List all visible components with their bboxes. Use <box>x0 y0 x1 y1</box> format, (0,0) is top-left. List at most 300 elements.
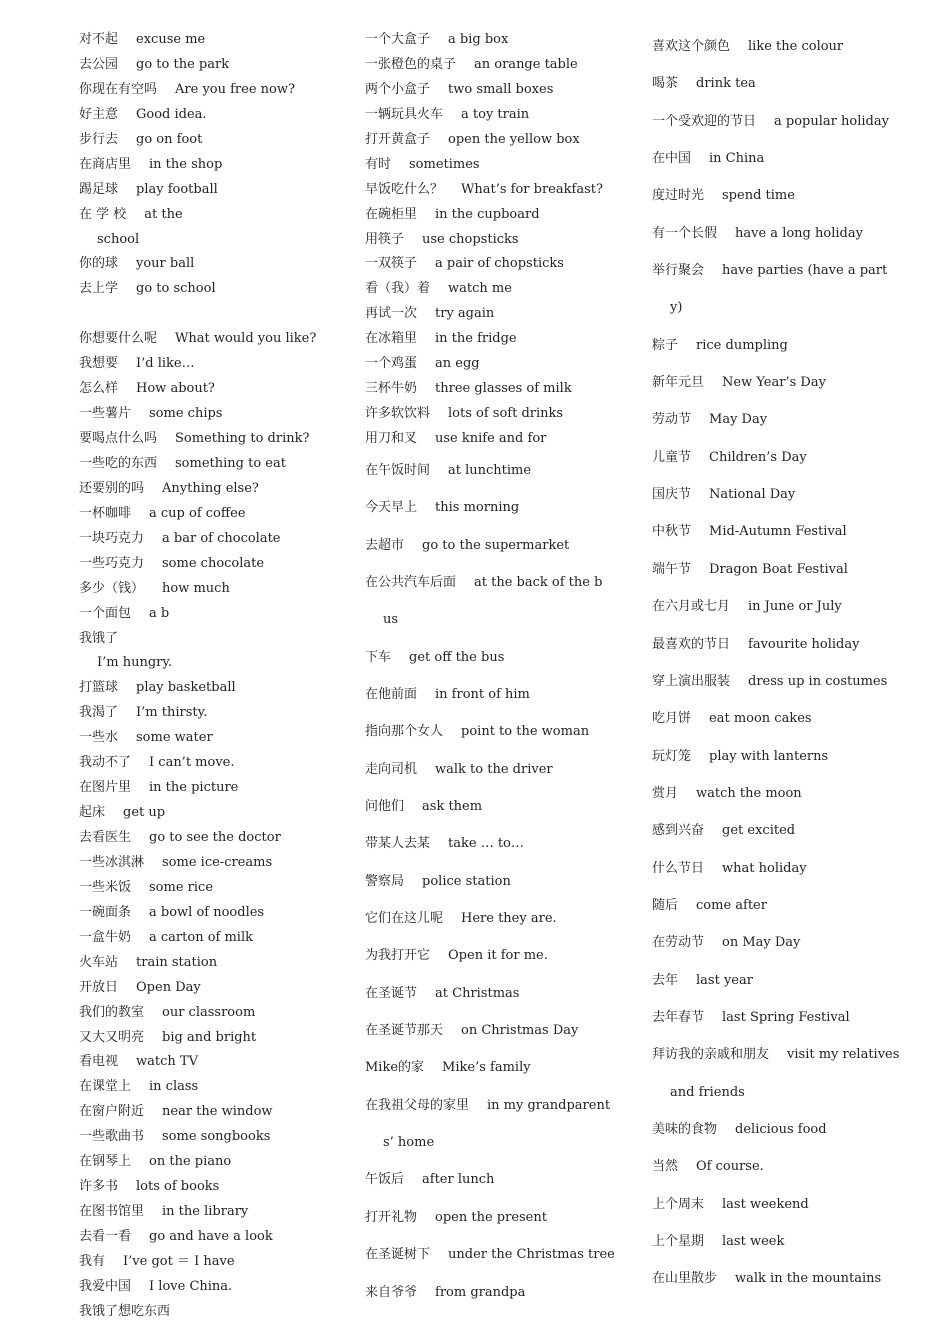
chinese-term: 一辆玩具火车 <box>365 106 444 122</box>
vocab-entry <box>79 1150 344 1175</box>
chinese-term: 用刀和叉 <box>365 431 418 446</box>
vocab-entry <box>79 28 344 53</box>
chinese-term: 一些巧克力 <box>79 555 145 571</box>
chinese-term: 看电视 <box>79 1054 119 1070</box>
vocab-entry <box>365 427 630 452</box>
chinese-term: 美味的食物 <box>652 1121 718 1137</box>
english-term: in the library <box>162 1204 249 1220</box>
vocab-entry <box>79 1200 344 1225</box>
english-term: after lunch <box>422 1172 495 1188</box>
chinese-term: 问他们 <box>365 799 405 815</box>
english-term: your ball <box>136 256 195 272</box>
english-term: our classroom <box>162 1004 256 1020</box>
chinese-term: 新年元旦 <box>652 375 705 391</box>
vocab-entry <box>365 676 630 713</box>
english-term: some water <box>136 730 213 746</box>
chinese-term: 度过时光 <box>652 188 705 204</box>
chinese-term: 在圣诞树下 <box>365 1247 431 1263</box>
vocab-entry <box>652 1148 922 1185</box>
vocab-entry <box>79 203 344 228</box>
vocab-entry <box>365 713 630 750</box>
vocab-entry <box>79 277 344 302</box>
chinese-term: 一些米饭 <box>79 879 132 895</box>
chinese-term: 一双筷子 <box>365 256 418 272</box>
vocab-entry <box>652 1036 922 1073</box>
english-term: eat moon cakes <box>709 711 812 727</box>
english-term: Here they are. <box>461 911 557 927</box>
english-term: last Spring Festival <box>722 1009 850 1025</box>
vocab-entry <box>79 826 344 851</box>
chinese-term: 怎么样 <box>79 381 119 397</box>
vocab-entry <box>652 1186 922 1223</box>
english-term: in the picture <box>149 780 239 796</box>
english-term: y) <box>670 300 683 316</box>
english-term: walk in the mountains <box>735 1271 882 1287</box>
english-term: near the window <box>162 1104 273 1120</box>
vocab-entry <box>79 651 344 676</box>
vocab-entry <box>652 924 922 961</box>
chinese-term: 在冰箱里 <box>365 331 418 347</box>
chinese-term: 去上学 <box>79 281 119 297</box>
vocab-entry <box>365 128 630 153</box>
vocab-entry <box>79 302 344 327</box>
english-term: go and have a look <box>149 1229 273 1244</box>
vocab-entry <box>79 701 344 726</box>
english-term: at lunchtime <box>448 462 532 478</box>
vocab-entry <box>365 228 630 253</box>
vocab-entry <box>365 1199 630 1236</box>
english-term: a popular holiday <box>774 113 889 129</box>
chinese-term: 指向那个女人 <box>365 724 444 740</box>
chinese-term: 好主意 <box>79 106 119 122</box>
english-term: go to see the doctor <box>149 830 281 845</box>
chinese-term: 在商店里 <box>79 156 132 172</box>
vocab-entry <box>652 812 922 849</box>
chinese-term: 上个星期 <box>652 1234 705 1249</box>
vocab-entry <box>652 999 922 1036</box>
vocab-entry <box>79 527 344 552</box>
vocab-entry <box>79 1300 344 1325</box>
vocab-entry <box>79 851 344 876</box>
english-term: I’d like… <box>136 356 195 372</box>
vocab-entry <box>79 726 344 751</box>
vocab-entry <box>652 215 922 252</box>
vocab-entry <box>365 863 630 900</box>
chinese-term: 用筷子 <box>365 231 405 247</box>
vocab-entry <box>365 402 630 427</box>
chinese-term: 我想要 <box>79 356 119 372</box>
vocab-entry <box>79 1026 344 1051</box>
chinese-term: 在 学 校 <box>79 206 127 222</box>
vocab-entry <box>79 901 344 926</box>
english-term: Children’s Day <box>709 449 807 465</box>
chinese-term: 打篮球 <box>79 680 119 696</box>
vocab-entry <box>365 327 630 352</box>
chinese-term: 一些冰淇淋 <box>79 854 145 870</box>
chinese-term: 去公园 <box>79 56 119 72</box>
chinese-term: 你现在有空吗 <box>79 81 158 97</box>
chinese-term: 在我祖父母的家里 <box>365 1097 470 1113</box>
chinese-term: 三杯牛奶 <box>365 381 418 397</box>
english-term: get off the bus <box>409 649 505 665</box>
chinese-term: 劳动节 <box>652 412 692 428</box>
chinese-term: 我动不了 <box>79 755 132 771</box>
vocab-entry <box>652 1074 922 1111</box>
english-term: something to eat <box>175 455 286 471</box>
vocab-entry <box>365 1274 630 1311</box>
vocab-entry <box>652 775 922 812</box>
vocab-entry <box>365 601 630 638</box>
english-term: a bowl of noodles <box>149 904 265 920</box>
vocab-entry <box>79 103 344 128</box>
vocab-entry <box>652 1111 922 1148</box>
english-term: delicious food <box>735 1121 827 1137</box>
chinese-term: 对不起 <box>79 32 119 47</box>
chinese-term: 粽子 <box>652 337 679 353</box>
english-term: this morning <box>435 500 520 516</box>
english-term: Open Day <box>136 979 201 995</box>
english-term: on Christmas Day <box>461 1023 579 1039</box>
vocab-entry <box>652 513 922 550</box>
chinese-term: 我们的教室 <box>79 1004 145 1020</box>
vocab-entry <box>365 1012 630 1049</box>
english-term: a big box <box>448 32 509 47</box>
vocab-entry <box>652 887 922 924</box>
chinese-term: 要喝点什么吗 <box>79 431 158 446</box>
english-term: walk to the driver <box>435 761 553 777</box>
english-term: in June or July <box>748 599 842 615</box>
vocab-entry <box>652 289 922 326</box>
vocab-entry <box>652 551 922 588</box>
chinese-term: 我有 <box>79 1253 106 1269</box>
chinese-term: 玩灯笼 <box>652 748 692 764</box>
vocab-entry <box>365 639 630 676</box>
vocab-entry <box>365 203 630 228</box>
vocab-entry <box>365 252 630 277</box>
vocab-entry <box>652 663 922 700</box>
english-term: have a long holiday <box>735 225 863 241</box>
english-term: at Christmas <box>435 985 520 1001</box>
chinese-term: 两个小盒子 <box>365 81 431 97</box>
vocab-entry <box>79 477 344 502</box>
english-term: how much <box>162 580 230 596</box>
vocab-entry <box>365 975 630 1012</box>
chinese-term: 早饭吃什么？ <box>365 181 444 197</box>
chinese-term: 当然 <box>652 1159 679 1175</box>
vocab-entry <box>365 28 630 53</box>
english-term: Something to drink? <box>175 431 310 446</box>
english-term: excuse me <box>136 32 206 47</box>
chinese-term: 再试一次 <box>365 306 418 322</box>
vocab-entry <box>365 900 630 937</box>
english-term: what holiday <box>722 860 807 876</box>
vocab-entry <box>652 252 922 289</box>
english-term: Dragon Boat Festival <box>709 561 848 577</box>
vocab-entry <box>79 1125 344 1150</box>
english-term: Mike’s family <box>442 1060 531 1076</box>
chinese-term: 踢足球 <box>79 181 119 197</box>
vocab-entry <box>652 1223 922 1260</box>
english-term: Open it for me. <box>448 948 548 964</box>
english-term: some chocolate <box>162 555 265 571</box>
vocab-entry <box>365 53 630 78</box>
vocab-entry <box>365 825 630 862</box>
vocab-column-2 <box>365 28 630 1311</box>
chinese-term: 打开黄盒子 <box>365 131 431 147</box>
vocab-entry <box>79 153 344 178</box>
chinese-term: 一张橙色的桌子 <box>365 56 457 72</box>
chinese-term: 起床 <box>79 805 106 821</box>
vocab-entry <box>652 626 922 663</box>
vocab-entry <box>652 364 922 401</box>
english-term: Are you free now? <box>175 81 295 97</box>
vocab-column-1 <box>79 28 344 1325</box>
chinese-term: 午饭后 <box>365 1172 405 1188</box>
vocab-entry <box>79 452 344 477</box>
english-term: two small boxes <box>448 81 554 97</box>
chinese-term: 喝茶 <box>652 76 679 92</box>
english-term: favourite holiday <box>748 636 860 652</box>
chinese-term: 一些水 <box>79 730 119 746</box>
english-term: I’m hungry. <box>97 655 173 671</box>
chinese-term: 在六月或七月 <box>652 599 731 615</box>
vocab-entry <box>79 1100 344 1125</box>
english-term: s’ home <box>383 1135 435 1151</box>
vocab-entry <box>652 962 922 999</box>
chinese-term: 在劳动节 <box>652 935 705 951</box>
chinese-term: 开放日 <box>79 979 119 995</box>
chinese-term: 上个周末 <box>652 1196 705 1212</box>
english-term: some songbooks <box>162 1129 271 1145</box>
vocab-entry <box>365 78 630 103</box>
chinese-term: 在图书馆里 <box>79 1204 145 1220</box>
chinese-term: 在中国 <box>652 151 692 167</box>
english-term: in my grandparent <box>487 1097 611 1113</box>
english-term: police station <box>422 873 511 889</box>
chinese-term: 吃月饼 <box>652 711 692 727</box>
vocab-entry <box>365 1049 630 1086</box>
chinese-term: 还要别的吗 <box>79 480 145 496</box>
english-term: in class <box>149 1079 199 1095</box>
vocab-entry <box>365 302 630 327</box>
chinese-term: 警察局 <box>365 873 405 889</box>
english-term: I’ve got ＝ I have <box>123 1253 235 1269</box>
english-term: use chopsticks <box>422 231 519 247</box>
chinese-term: 去超市 <box>365 537 405 553</box>
chinese-term: 在山里散步 <box>652 1271 718 1287</box>
english-term: come after <box>696 897 767 913</box>
english-term: take … to… <box>448 836 524 852</box>
chinese-term: 在碗柜里 <box>365 206 418 222</box>
english-term: How about? <box>136 381 215 397</box>
english-term: a bar of chocolate <box>162 530 281 546</box>
english-term: under the Christmas tree <box>448 1247 615 1263</box>
vocab-entry <box>365 788 630 825</box>
chinese-term: 喜欢这个颜色 <box>652 39 731 54</box>
vocab-entry <box>79 252 344 277</box>
english-term: rice dumpling <box>696 337 788 353</box>
chinese-term: 在他前面 <box>365 687 418 702</box>
vocab-entry <box>79 876 344 901</box>
english-term: Good idea. <box>136 106 207 122</box>
chinese-term: 走向司机 <box>365 761 418 777</box>
chinese-term: 一盒牛奶 <box>79 929 132 945</box>
vocab-entry <box>79 327 344 352</box>
english-term: go to the park <box>136 56 230 72</box>
chinese-term: 中秋节 <box>652 524 692 540</box>
chinese-term: 打开礼物 <box>365 1209 418 1225</box>
english-term: go on foot <box>136 131 203 147</box>
vocab-entry <box>365 452 630 489</box>
vocab-entry <box>365 1087 630 1124</box>
vocab-entry <box>365 527 630 564</box>
vocab-column-3 <box>652 28 922 1298</box>
english-term: in the shop <box>149 156 223 172</box>
vocab-entry <box>652 65 922 102</box>
chinese-term: 最喜欢的节日 <box>652 636 731 652</box>
vocab-entry <box>79 352 344 377</box>
english-term: lots of books <box>136 1179 220 1195</box>
vocab-entry <box>79 951 344 976</box>
vocab-entry <box>79 502 344 527</box>
chinese-term: 步行去 <box>79 131 119 147</box>
vocab-entry <box>79 751 344 776</box>
chinese-term: 一些歌曲书 <box>79 1129 145 1145</box>
english-term: try again <box>435 306 495 322</box>
chinese-term: 拜访我的亲戚和朋友 <box>652 1047 770 1063</box>
english-term: a carton of milk <box>149 929 253 945</box>
chinese-term: 一些吃的东西 <box>79 455 158 471</box>
english-term: like the colour <box>748 39 844 54</box>
vocab-entry <box>79 1250 344 1275</box>
vocab-entry <box>79 801 344 826</box>
chinese-term: 我渴了 <box>79 705 119 721</box>
chinese-term: 在图片里 <box>79 780 132 796</box>
english-term: go to school <box>136 281 216 297</box>
vocab-entry <box>79 1275 344 1300</box>
chinese-term: 举行聚会 <box>652 263 705 279</box>
vocab-entry <box>652 850 922 887</box>
english-term: sometimes <box>409 156 480 172</box>
english-term: open the present <box>435 1209 547 1225</box>
vocab-entry <box>79 602 344 627</box>
vocab-entry <box>652 439 922 476</box>
english-term: in the fridge <box>435 331 517 347</box>
english-term: visit my relatives <box>787 1047 900 1063</box>
chinese-term: 儿童节 <box>652 449 692 465</box>
chinese-term: 我爱中国 <box>79 1278 132 1294</box>
vocab-entry <box>652 476 922 513</box>
vocab-entry <box>365 153 630 178</box>
chinese-term: 多少（钱） <box>79 580 145 596</box>
english-term: on May Day <box>722 935 801 951</box>
english-term: an egg <box>435 356 480 372</box>
vocab-entry <box>79 577 344 602</box>
chinese-term: 带某人去某 <box>365 836 431 852</box>
english-term: play football <box>136 181 218 197</box>
english-term: watch the moon <box>696 785 802 801</box>
vocab-entry <box>79 627 344 652</box>
vocab-entry <box>652 177 922 214</box>
chinese-term: 又大又明亮 <box>79 1029 145 1045</box>
vocab-entry <box>79 53 344 78</box>
chinese-term: 一块巧克力 <box>79 530 145 546</box>
english-term: play with lanterns <box>709 748 829 764</box>
english-term: have parties (have a part <box>722 263 888 279</box>
vocab-entry <box>365 489 630 526</box>
english-term: three glasses of milk <box>435 381 572 397</box>
english-term: watch TV <box>136 1054 198 1070</box>
chinese-term: 随后 <box>652 897 679 913</box>
english-term: go to the supermarket <box>422 537 570 553</box>
chinese-term: 有一个长假 <box>652 225 718 241</box>
english-term: some rice <box>149 879 214 895</box>
vocab-entry <box>79 178 344 203</box>
english-term: open the yellow box <box>448 131 580 147</box>
english-term: a toy train <box>461 106 530 122</box>
english-term: and friends <box>670 1084 745 1100</box>
chinese-term: Mike的家 <box>365 1060 425 1076</box>
chinese-term: 为我打开它 <box>365 948 431 964</box>
english-term: a b <box>149 605 170 621</box>
vocab-entry <box>365 103 630 128</box>
chinese-term: 有时 <box>365 156 392 172</box>
english-term: get excited <box>722 823 796 839</box>
english-term: in the cupboard <box>435 206 540 222</box>
english-term: an orange table <box>474 56 578 72</box>
chinese-term: 一个鸡蛋 <box>365 356 418 372</box>
vocab-entry <box>79 377 344 402</box>
vocab-entry <box>79 1050 344 1075</box>
chinese-term: 在圣诞节那天 <box>365 1023 444 1039</box>
chinese-term: 一杯咖啡 <box>79 505 132 521</box>
vocab-entry <box>652 401 922 438</box>
english-term: I can’t move. <box>149 755 235 771</box>
english-term: in China <box>709 151 765 167</box>
english-term: at the back of the b <box>474 574 603 590</box>
vocab-entry <box>365 178 630 203</box>
english-term: on the piano <box>149 1154 232 1170</box>
english-term: train station <box>136 954 218 970</box>
vocab-entry <box>365 352 630 377</box>
vocab-entry <box>365 377 630 402</box>
chinese-term: 我饿了想吃东西 <box>79 1303 171 1319</box>
vocab-entry <box>652 700 922 737</box>
chinese-term: 赏月 <box>652 785 679 801</box>
chinese-term: 去看一看 <box>79 1229 132 1244</box>
vocab-entry <box>79 228 344 253</box>
english-term: dress up in costumes <box>748 673 888 689</box>
english-term: from grandpa <box>435 1284 526 1300</box>
english-term: get up <box>123 805 166 821</box>
chinese-term: 在课堂上 <box>79 1079 132 1095</box>
english-term: watch me <box>448 281 512 297</box>
vocab-entry <box>652 738 922 775</box>
english-term: I love China. <box>149 1278 233 1294</box>
chinese-term: 在窗户附近 <box>79 1104 145 1120</box>
vocab-entry <box>79 402 344 427</box>
english-term: Mid-Autumn Festival <box>709 524 847 540</box>
english-term: us <box>383 612 399 628</box>
vocab-entry <box>652 140 922 177</box>
chinese-term: 国庆节 <box>652 487 692 503</box>
english-term: Anything else? <box>162 480 259 496</box>
chinese-term: 火车站 <box>79 954 119 970</box>
chinese-term: 在钢琴上 <box>79 1154 132 1170</box>
chinese-term: 我饿了 <box>79 630 119 646</box>
vocab-entry <box>365 277 630 302</box>
english-term: spend time <box>722 188 795 204</box>
